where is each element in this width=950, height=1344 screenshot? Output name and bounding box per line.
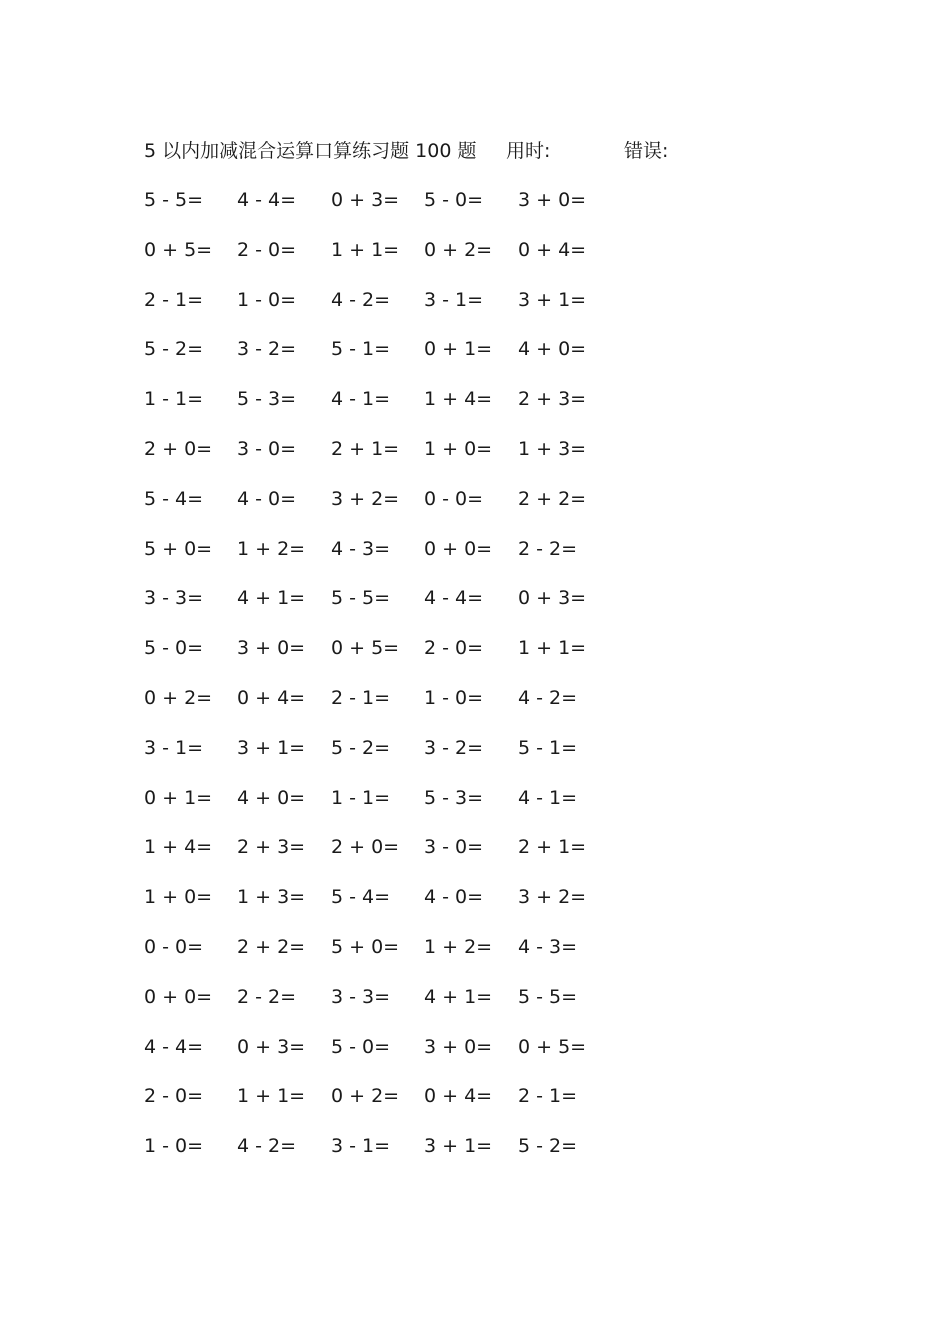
arithmetic-problem: 4 + 0= [237,786,306,809]
arithmetic-problem: 5 - 5= [331,587,391,610]
arithmetic-problem: 5 - 0= [144,637,204,660]
arithmetic-problem: 2 + 2= [518,487,587,510]
arithmetic-problem: 5 - 1= [331,338,391,361]
arithmetic-problem: 0 + 2= [424,238,493,261]
arithmetic-problem: 0 + 3= [331,189,400,211]
problem-row [144,733,624,783]
problem-row [144,683,624,733]
arithmetic-problem: 1 - 1= [144,388,204,411]
arithmetic-problem: 4 - 1= [331,388,391,411]
arithmetic-problem: 5 - 5= [518,985,578,1008]
arithmetic-problem: 3 + 2= [331,487,400,510]
arithmetic-problem: 2 - 0= [424,637,484,660]
problem-row [144,434,624,484]
arithmetic-problem: 4 + 1= [424,985,493,1008]
problem-row [144,633,624,683]
arithmetic-problem: 1 + 1= [237,1085,306,1108]
arithmetic-problem: 0 + 2= [144,686,213,709]
arithmetic-problem: 1 + 4= [424,388,493,411]
arithmetic-problem: 1 + 4= [144,836,213,859]
arithmetic-problem: 4 - 2= [237,1135,297,1158]
arithmetic-problem: 4 + 1= [237,587,306,610]
arithmetic-problem: 2 - 2= [518,537,578,560]
arithmetic-problem: 0 + 5= [518,1035,587,1058]
worksheet-header [144,136,844,166]
arithmetic-problem: 0 + 0= [424,537,493,560]
arithmetic-problem: 5 - 1= [518,736,578,759]
arithmetic-problem: 5 - 5= [144,189,204,211]
problem-row [144,185,624,235]
arithmetic-problem: 3 - 1= [424,288,484,311]
arithmetic-problem: 3 - 1= [331,1135,391,1158]
arithmetic-problem: 2 - 2= [237,985,297,1008]
problem-row [144,783,624,833]
arithmetic-problem: 0 + 4= [237,686,306,709]
arithmetic-problem: 1 + 3= [237,886,306,909]
problem-row [144,534,624,584]
arithmetic-problem: 4 - 4= [144,1035,204,1058]
arithmetic-problem: 3 - 2= [237,338,297,361]
arithmetic-problem: 1 - 0= [237,288,297,311]
arithmetic-problem: 0 + 4= [518,238,587,261]
arithmetic-problem: 2 + 0= [331,836,400,859]
arithmetic-problem: 3 - 2= [424,736,484,759]
arithmetic-problem: 2 + 3= [518,388,587,411]
arithmetic-problem: 4 - 0= [424,886,484,909]
time-used-label: 用时: [506,140,551,162]
arithmetic-problem: 0 + 5= [144,238,213,261]
arithmetic-problem: 0 + 1= [424,338,493,361]
arithmetic-problem: 1 + 3= [518,437,587,460]
errors-label: 错误: [624,140,669,162]
arithmetic-problem: 3 + 0= [237,637,306,660]
arithmetic-problem: 5 - 4= [331,886,391,909]
arithmetic-problem: 5 - 2= [518,1135,578,1158]
arithmetic-problem: 1 + 0= [144,886,213,909]
arithmetic-problem: 3 - 3= [331,985,391,1008]
problem-row [144,235,624,285]
arithmetic-problem: 1 + 1= [518,637,587,660]
arithmetic-problem: 3 + 1= [518,288,587,311]
arithmetic-problem: 3 + 1= [237,736,306,759]
arithmetic-problem: 5 - 3= [424,786,484,809]
problem-row [144,384,624,434]
arithmetic-problem: 2 - 0= [237,238,297,261]
arithmetic-problem: 5 - 0= [424,189,484,211]
problem-row [144,982,624,1032]
problem-row [144,1032,624,1082]
arithmetic-problem: 3 + 1= [424,1135,493,1158]
arithmetic-problem: 1 + 1= [331,238,400,261]
arithmetic-problem: 4 - 3= [331,537,391,560]
problem-row [144,1081,624,1131]
arithmetic-problem: 3 - 0= [424,836,484,859]
arithmetic-problem: 2 - 1= [144,288,204,311]
arithmetic-problem: 3 + 0= [518,189,587,211]
problem-row [144,583,624,633]
arithmetic-problem: 5 - 3= [237,388,297,411]
arithmetic-problem: 0 + 0= [144,985,213,1008]
arithmetic-problem: 5 - 2= [144,338,204,361]
arithmetic-problem: 2 + 1= [331,437,400,460]
arithmetic-problem: 2 + 0= [144,437,213,460]
arithmetic-problem: 2 + 1= [518,836,587,859]
arithmetic-problem: 5 - 2= [331,736,391,759]
arithmetic-problem: 0 + 2= [331,1085,400,1108]
problem-grid [144,185,624,1181]
arithmetic-problem: 1 - 0= [144,1135,204,1158]
arithmetic-problem: 4 - 4= [237,189,297,211]
worksheet-title: 5 以内加减混合运算口算练习题 100 题 [144,140,477,162]
arithmetic-problem: 3 - 0= [237,437,297,460]
arithmetic-problem: 4 - 1= [518,786,578,809]
problem-row [144,832,624,882]
arithmetic-problem: 4 - 0= [237,487,297,510]
arithmetic-problem: 0 - 0= [424,487,484,510]
arithmetic-problem: 2 + 3= [237,836,306,859]
arithmetic-problem: 4 - 2= [331,288,391,311]
arithmetic-problem: 5 - 4= [144,487,204,510]
arithmetic-problem: 3 + 2= [518,886,587,909]
arithmetic-problem: 0 + 1= [144,786,213,809]
arithmetic-problem: 3 - 3= [144,587,204,610]
arithmetic-problem: 3 - 1= [144,736,204,759]
arithmetic-problem: 2 - 1= [518,1085,578,1108]
arithmetic-problem: 4 - 3= [518,935,578,958]
arithmetic-problem: 1 + 0= [424,437,493,460]
problem-row [144,334,624,384]
arithmetic-problem: 0 - 0= [144,935,204,958]
problem-row [144,285,624,335]
arithmetic-problem: 5 + 0= [331,935,400,958]
arithmetic-problem: 1 + 2= [237,537,306,560]
arithmetic-problem: 0 + 3= [518,587,587,610]
arithmetic-problem: 3 + 0= [424,1035,493,1058]
arithmetic-problem: 0 + 3= [237,1035,306,1058]
arithmetic-problem: 5 + 0= [144,537,213,560]
arithmetic-problem: 2 - 1= [331,686,391,709]
arithmetic-problem: 1 - 1= [331,786,391,809]
arithmetic-problem: 4 - 4= [424,587,484,610]
arithmetic-problem: 1 - 0= [424,686,484,709]
problem-row [144,882,624,932]
arithmetic-problem: 2 + 2= [237,935,306,958]
arithmetic-problem: 2 - 0= [144,1085,204,1108]
arithmetic-problem: 4 - 2= [518,686,578,709]
problem-row [144,1131,624,1181]
problem-row [144,484,624,534]
arithmetic-problem: 5 - 0= [331,1035,391,1058]
arithmetic-problem: 0 + 4= [424,1085,493,1108]
arithmetic-problem: 0 + 5= [331,637,400,660]
problem-row [144,932,624,982]
arithmetic-problem: 1 + 2= [424,935,493,958]
arithmetic-problem: 4 + 0= [518,338,587,361]
